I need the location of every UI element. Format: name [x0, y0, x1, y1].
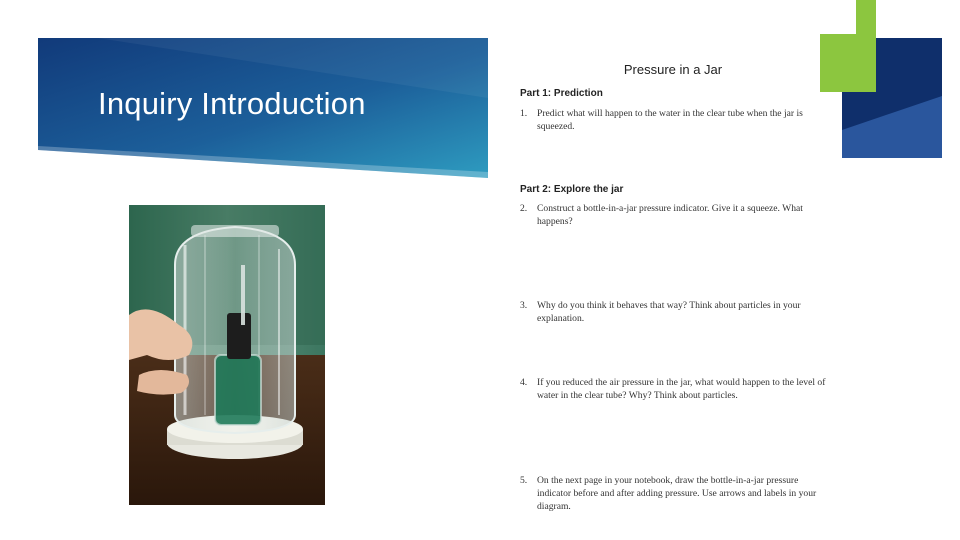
- question-number: 3.: [520, 300, 528, 311]
- slide-title: Inquiry Introduction: [98, 86, 366, 121]
- question-2: [520, 202, 830, 228]
- question-number: 5.: [520, 475, 528, 486]
- question-text: On the next page in your notebook, draw the bottle-in-a-jar pressure indicator before and after adding pressure. Use arrows and labels in your diagram.: [537, 475, 817, 512]
- worksheet: [508, 56, 838, 526]
- corner-decoration: [820, 0, 960, 160]
- question-text: Why do you think it behaves that way? Think about particles in your explanation.: [537, 300, 801, 324]
- question-5: [520, 474, 830, 513]
- question-number: 4.: [520, 377, 528, 388]
- worksheet-title: Pressure in a Jar: [623, 62, 723, 77]
- jar-photo: [129, 205, 325, 505]
- question-number: 2.: [520, 203, 528, 214]
- question-3: [520, 299, 830, 325]
- question-text: Construct a bottle-in-a-jar pressure indicator. Give it a squeeze. What happens?: [537, 203, 803, 227]
- question-number: 1.: [520, 108, 528, 119]
- question-4: [520, 376, 830, 402]
- question-text: Predict what will happen to the water in the clear tube when the jar is squeezed.: [537, 108, 803, 132]
- question-text: If you reduced the air pressure in the jar, what would happen to the level of water in the clear tube? Why? Think about particles.: [537, 377, 826, 401]
- part-2-heading: Part 2: Explore the jar: [520, 184, 624, 195]
- part-1-heading: Part 1: Prediction: [520, 88, 603, 99]
- question-1: [520, 107, 830, 133]
- jar-image: [129, 205, 325, 505]
